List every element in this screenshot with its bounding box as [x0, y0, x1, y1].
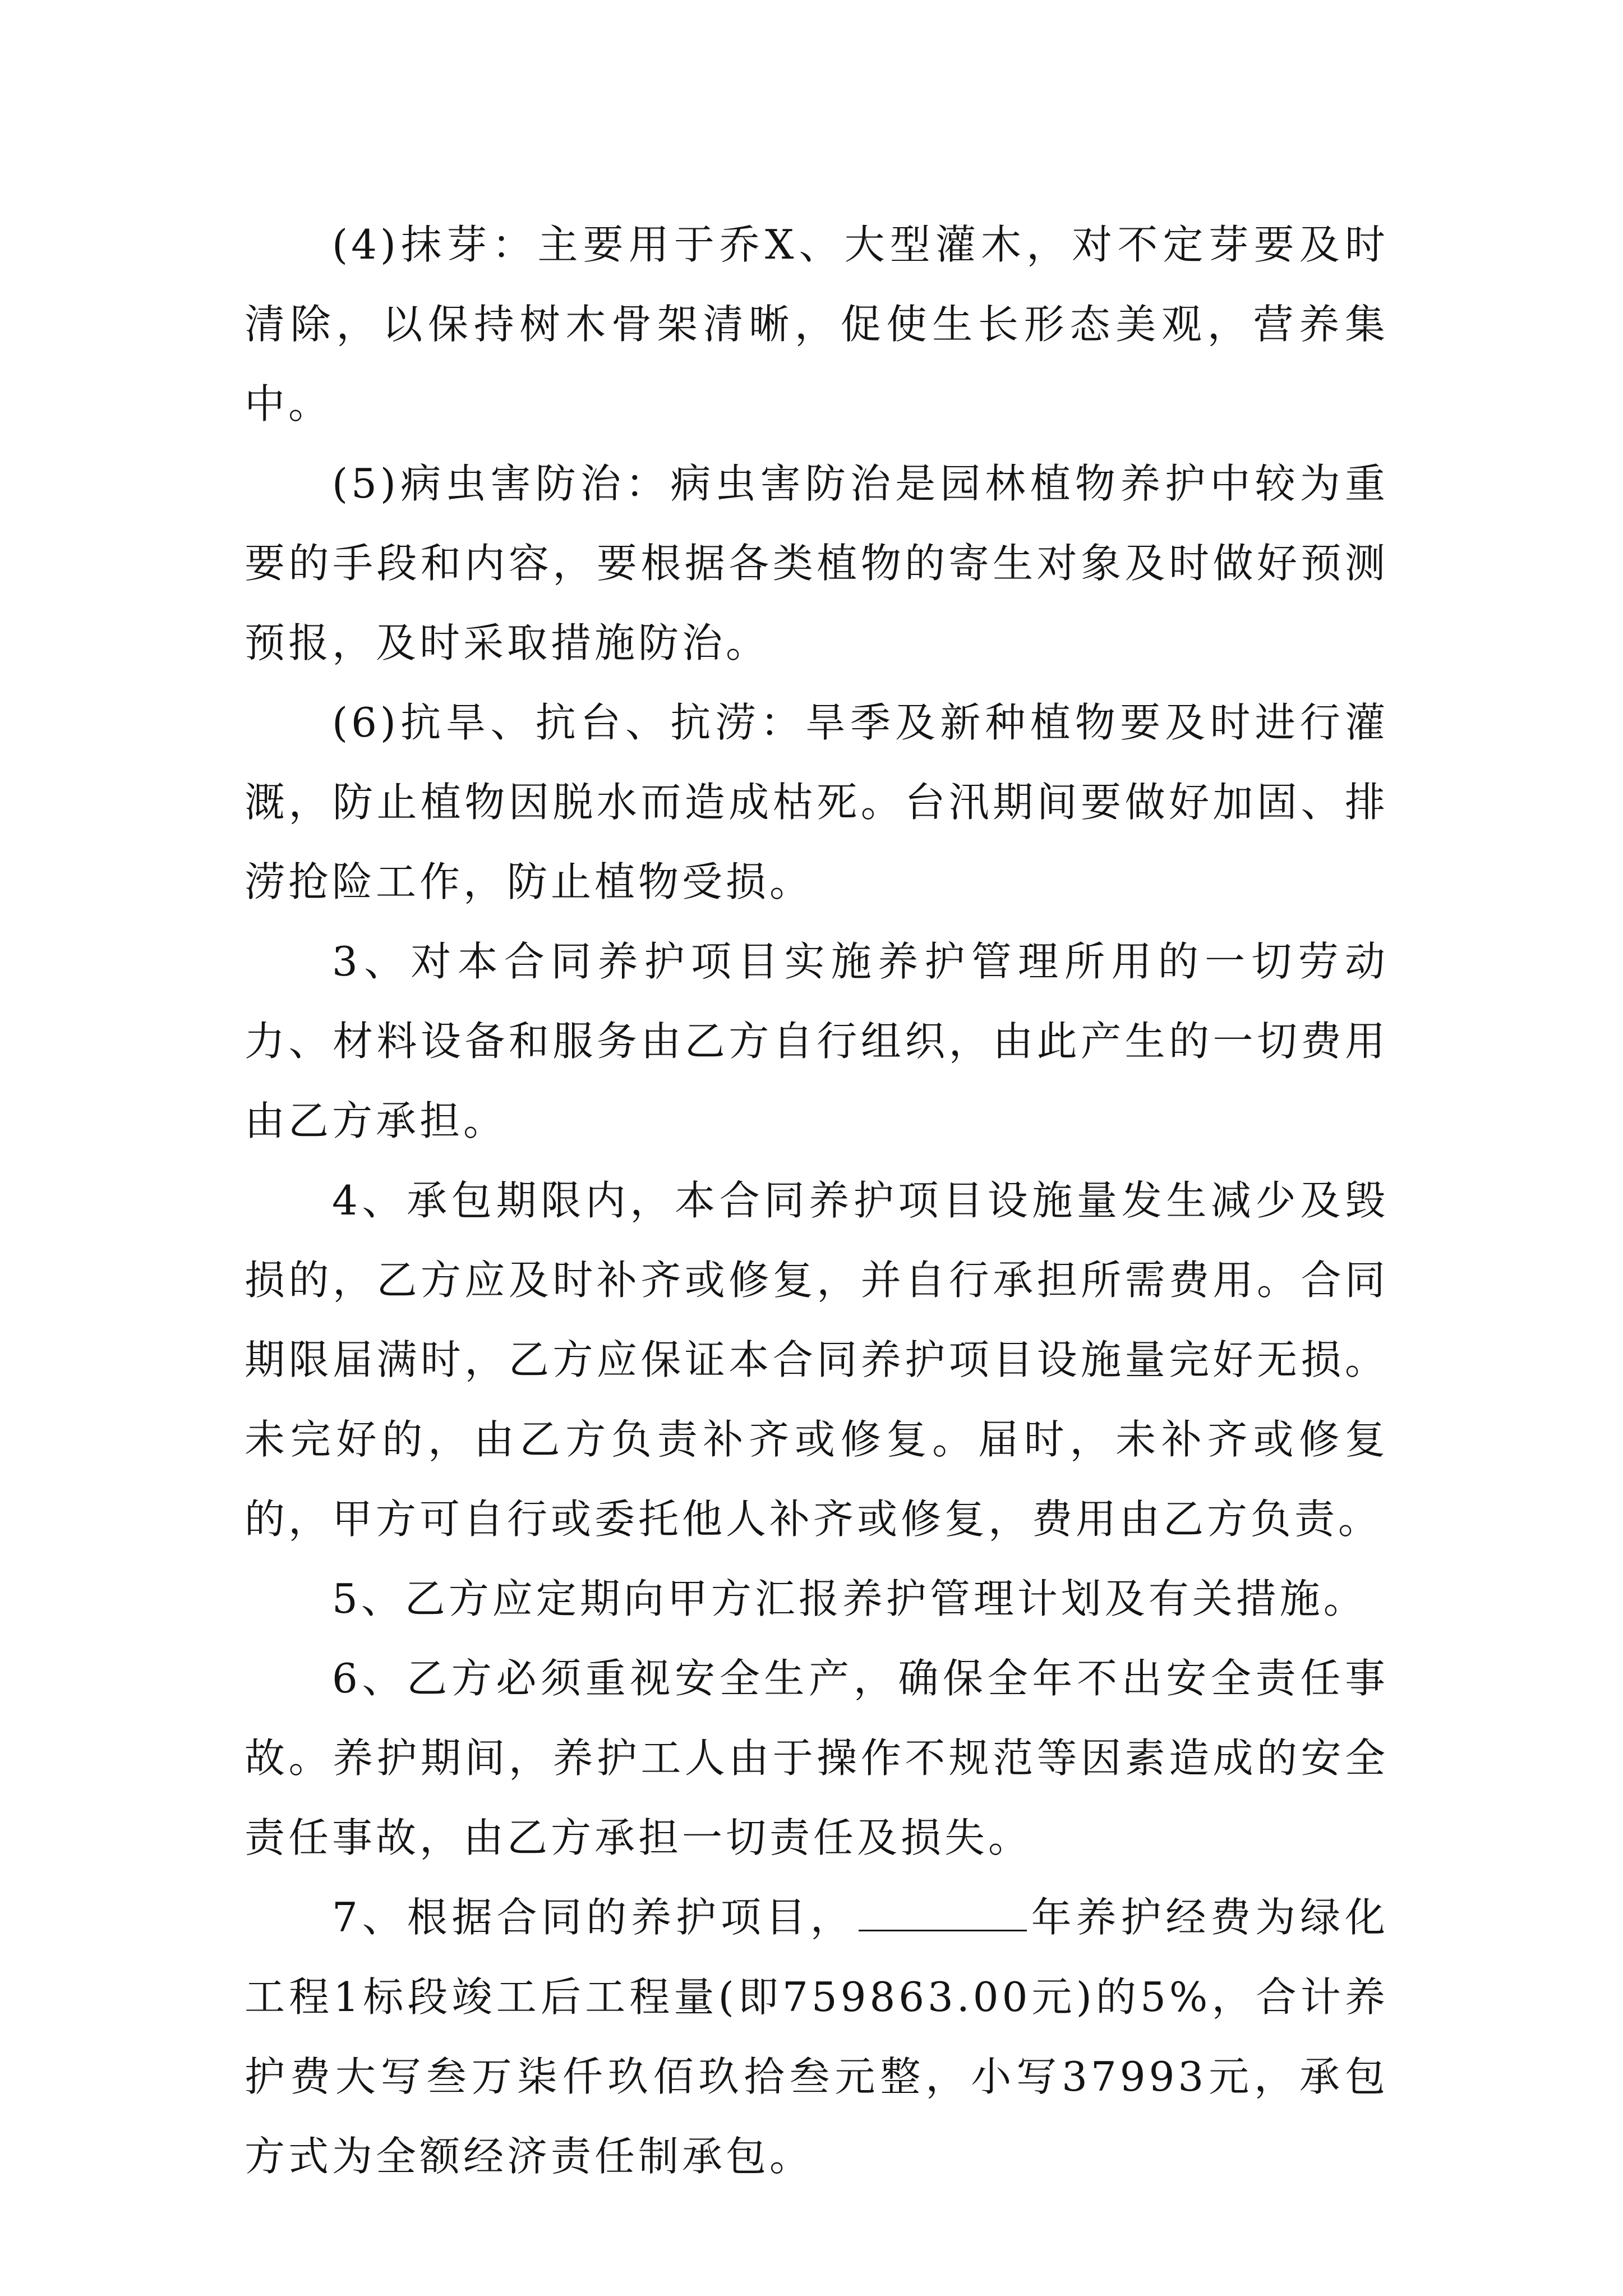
paragraph-pruning-buds: (4)抹芽：主要用于乔X、大型灌木，对不定芽要及时清除，以保持树木骨架清晰，促使生长形态美观，营养集中。	[245, 221, 1389, 427]
year-blank-field[interactable]	[859, 1896, 1027, 1931]
paragraph-clause-3: 3、对本合同养护项目实施养护管理所用的一切劳动力、材料设备和服务由乙方自行组织，由此产生的一切费用由乙方承担。	[245, 938, 1389, 1144]
paragraph-clause-5: 5、乙方应定期向甲方汇报养护管理计划及有关措施。	[332, 1575, 1367, 1622]
paragraph-clause-4: 4、承包期限内，本合同养护项目设施量发生减少及毁损的，乙方应及时补齐或修复，并自行承担所需费用。合同期限届满时，乙方应保证本合同养护项目设施量完好无损。未完好的，由乙方负责补齐或修复。届时，未补齐或修复的，甲方可自行或委托他人补齐或修复，费用由乙方负责。	[245, 1177, 1389, 1543]
clause-7-lead-text: 7、根据合同的养护项目，	[332, 1894, 855, 1941]
document-body	[245, 205, 1389, 2196]
paragraph-drought-typhoon-flood: (6)抗旱、抗台、抗涝：旱季及新种植物要及时进行灌溉，防止植物因脱水而造成枯死。台汛期间要做好加固、排涝抢险工作，防止植物受损。	[245, 699, 1389, 905]
paragraph-pest-control: (5)病虫害防治：病虫害防治是园林植物养护中较为重要的手段和内容，要根据各类植物的寄生对象及时做好预测预报，及时采取措施防治。	[245, 460, 1389, 666]
clause-7-body-text: 年养护经费为绿化工程1标段竣工后工程量(即759863.00元)的5%，合计养护费大写叁万柒仟玖佰玖拾叁元整，小写37993元，承包方式为全额经济责任制承包。	[245, 1894, 1389, 2180]
paragraph-clause-7	[245, 1878, 1389, 2196]
paragraph-clause-6: 6、乙方必须重视安全生产，确保全年不出安全责任事故。养护期间，养护工人由于操作不规范等因素造成的安全责任事故，由乙方承担一切责任及损失。	[245, 1655, 1389, 1861]
